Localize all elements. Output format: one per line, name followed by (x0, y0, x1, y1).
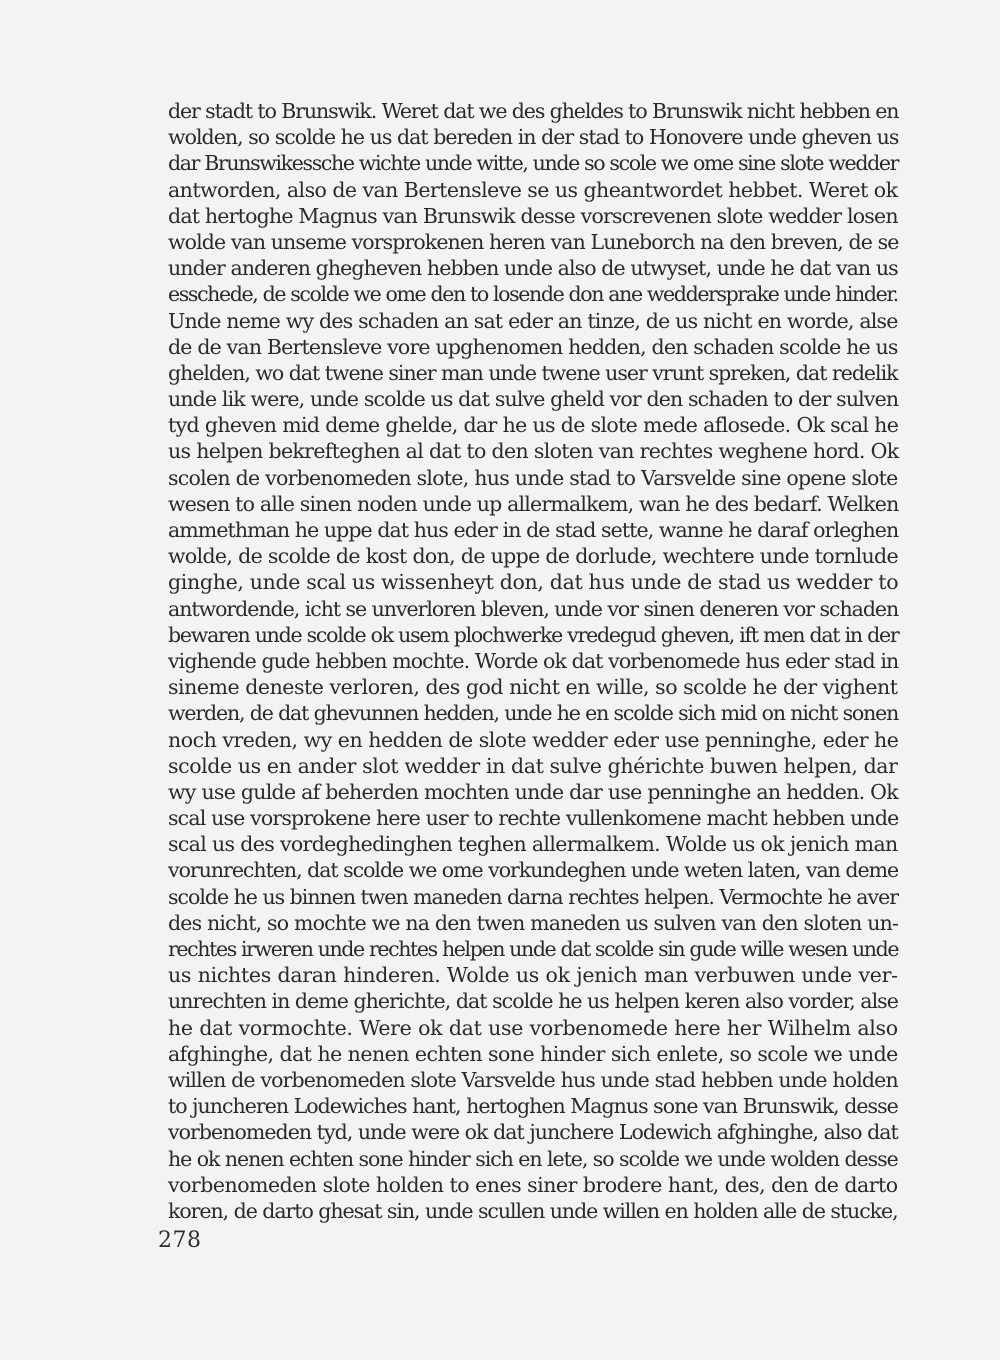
text-line: bewaren unde scolde ok usem plochwerke vredegud gheven, ift men dat in der (168, 622, 899, 647)
page-number: 278 (158, 1228, 202, 1253)
text-line: sineme deneste verloren, des god nicht en wille, so scolde he der vighent (168, 675, 898, 700)
text-line: antworden, also de van Bertensleve se us gheantwordet hebbet. Weret ok (168, 177, 898, 202)
text-line: der stadt to Brunswik. Weret dat we des gheldes to Brunswik nicht hebben en (168, 99, 899, 123)
text-line: scolde he us binnen twen maneden darna rechtes helpen. Vermochte he aver (168, 884, 898, 909)
text-line: to juncheren Lodewiches hant, hertoghen Magnus sone van Brunswik, desse (168, 1094, 898, 1119)
text-line: koren, de darto ghesat sin, unde scullen unde willen en holden alle de stucke, (168, 1198, 898, 1223)
text-line: wy use gulde af beherden mochten unde dar use penninghe an hedden. Ok (168, 779, 898, 804)
text-line: dar Brunswikessche wichte unde witte, unde so scole we ome sine slote wedder (168, 151, 899, 176)
text-line: wolde, de scolde de kost don, de uppe de dorlude, wechtere unde tornlude (168, 544, 898, 569)
text-line: us helpen bekrefteghen al dat to den sloten van rechtes weghene hord. Ok (168, 439, 899, 464)
text-line: afghinghe, dat he nenen echten sone hinder sich enlete, so scole we unde (168, 1041, 898, 1066)
text-line: esschede, de scolde we ome den to losende don ane weddersprake unde hinder. (168, 282, 898, 307)
text-line: Unde neme wy des schaden an sat eder an tinze, de us nicht en worde, alse (168, 308, 898, 333)
text-line: scolen de vorbenomeden slote, hus unde stad to Varsvelde sine opene slote (168, 465, 898, 490)
text-line: antwordende, icht se unverloren bleven, unde vor sinen deneren vor schaden (168, 596, 899, 621)
text-line: willen de vorbenomeden slote Varsvelde hus unde stad hebben unde holden (168, 1067, 898, 1092)
text-line: tyd gheven mid deme ghelde, dar he us de slote mede aflosede. Ok scal he (168, 413, 899, 438)
text-line: unde lik were, unde scolde us dat sulve gheld vor den schaden to der sulven (168, 387, 899, 412)
text-line: de de van Bertensleve vore upghenomen hedden, den schaden scolde he us (168, 334, 898, 359)
text-line: noch vreden, wy en hedden de slote wedder eder use penninghe, eder he (168, 727, 899, 752)
text-line: scal us des vordeghedinghen teghen allermalkem. Wolde us ok jenich man (168, 832, 898, 857)
text-line: us nichtes daran hinderen. Wolde us ok jenich man verbuwen unde ver- (168, 963, 898, 988)
text-line: unrechten in deme gherichte, dat scolde he us helpen keren also vorder, alse (168, 989, 898, 1014)
text-line: wolde van unseme vorsprokenen heren van Luneborch na den breven, de se (168, 229, 899, 254)
body-text (168, 98, 898, 1224)
text-line: wolden, so scolde he us dat bereden in der stad to Honovere unde gheven us (168, 125, 899, 150)
text-line: ammethman he uppe dat hus eder in de stad sette, wanne he daraf orleghen (168, 518, 899, 542)
text-line: vighende gude hebben mochte. Worde ok dat vorbenomede hus eder stad in (168, 648, 899, 673)
text-line: he ok nenen echten sone hinder sich en lete, so scolde we unde wolden desse (168, 1146, 898, 1171)
text-line: dat hertoghe Magnus van Brunswik desse vorscrevenen slote wedder losen (168, 203, 898, 228)
text-line: des nicht, so mochte we na den twen maneden us sulven van den sloten un- (168, 910, 899, 935)
text-line: ginghe, unde scal us wissenheyt don, dat hus unde de stad us wedder to (168, 570, 899, 595)
text-line: scal use vorsprokene here user to rechte vullenkomene macht hebben unde (168, 806, 899, 831)
text-line: scolde us en ander slot wedder in dat sulve ghérichte buwen helpen, dar (168, 753, 898, 778)
text-line: he dat vormochte. Were ok dat use vorbenomede here her Wilhelm also (168, 1015, 898, 1040)
text-line: under anderen ghegheven hebben unde also de utwyset, unde he dat van us (168, 256, 898, 281)
text-line: vorbenomeden slote holden to enes siner brodere hant, des, den de darto (168, 1172, 898, 1197)
text-line: wesen to alle sinen noden unde up allermalkem, wan he des bedarf. Welken (168, 491, 899, 516)
text-line: rechtes irweren unde rechtes helpen unde dat scolde sin gude wille wesen unde (168, 937, 899, 961)
text-line: vorbenomeden tyd, unde were ok dat junchere Lodewich afghinghe, also dat (168, 1120, 898, 1145)
text-line: werden, de dat ghevunnen hedden, unde he en scolde sich mid on nicht sonen (168, 701, 899, 726)
text-line: vorunrechten, dat scolde we ome vorkundeghen unde weten laten, van deme (168, 858, 899, 883)
text-line: ghelden, wo dat twene siner man unde twene user vrunt spreken, dat redelik (168, 360, 898, 385)
